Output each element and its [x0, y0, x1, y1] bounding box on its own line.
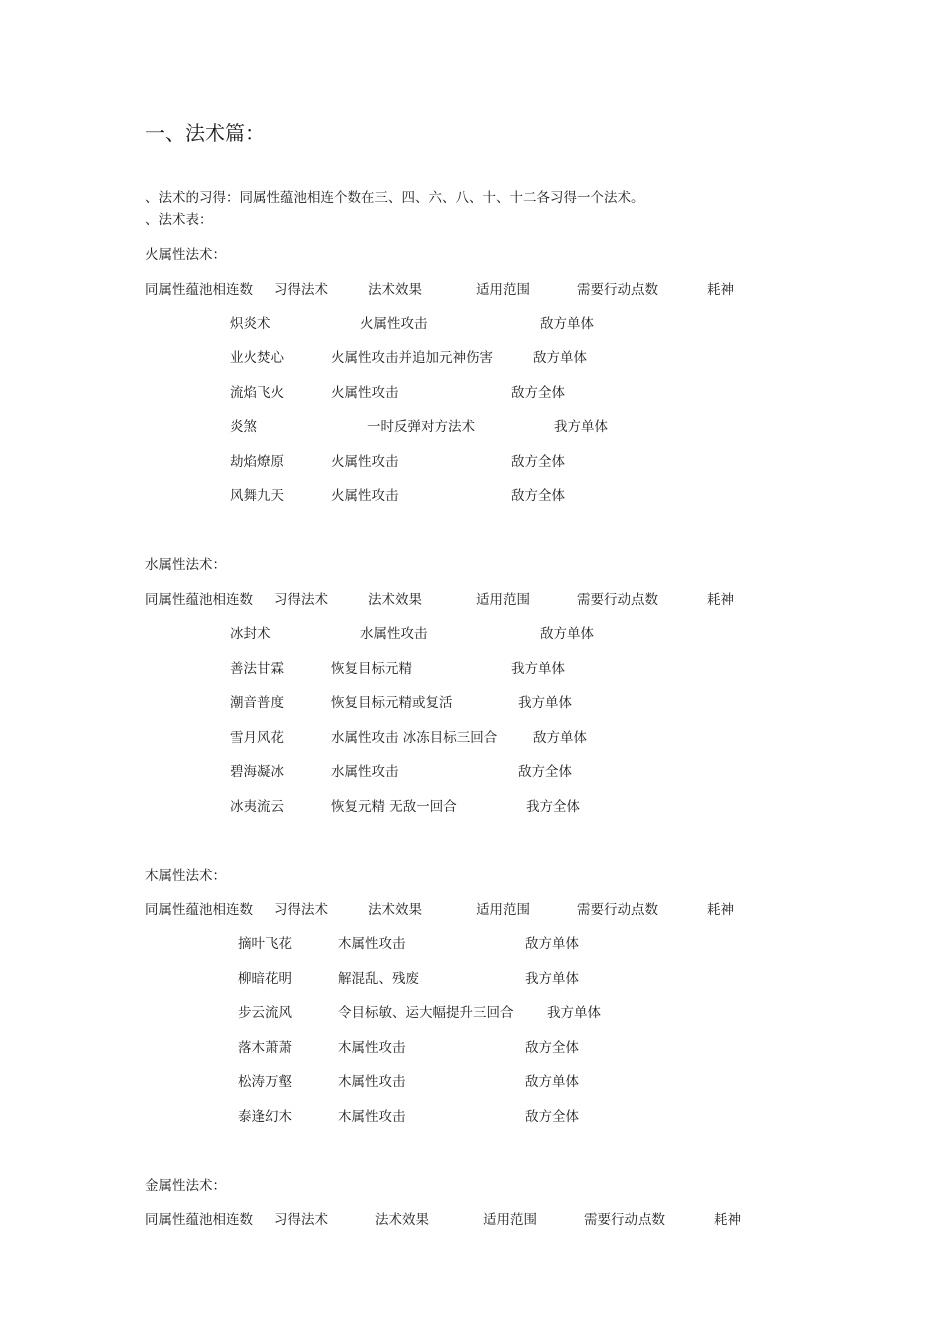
header-effect: 法术效果 — [368, 282, 422, 298]
spell-range: 敌方单体 — [525, 1074, 579, 1090]
spell-range: 敌方单体 — [533, 350, 587, 366]
spell-range: 敌方全体 — [511, 454, 565, 470]
intro-line-table: 、法术表： — [145, 212, 213, 228]
header-range: 适用范围 — [476, 592, 530, 608]
spell-range: 敌方全体 — [525, 1109, 579, 1125]
spell-range: 敌方全体 — [511, 488, 565, 504]
header-spell: 习得法术 — [274, 1212, 328, 1228]
header-effect: 法术效果 — [368, 592, 422, 608]
header-cost: 耗神 — [714, 1212, 741, 1228]
spell-effect: 火属性攻击 — [331, 385, 399, 401]
spell-name: 风舞九天 — [230, 488, 284, 504]
spell-name: 业火焚心 — [230, 350, 284, 366]
header-connect: 同属性蕴池相连数 — [145, 1212, 253, 1228]
spell-effect: 水属性攻击 — [360, 626, 428, 642]
spell-range: 我方单体 — [511, 661, 565, 677]
spell-name: 松涛万壑 — [238, 1074, 292, 1090]
spell-range: 敌方全体 — [518, 764, 572, 780]
spell-effect: 水属性攻击 — [331, 764, 399, 780]
spell-range: 我方全体 — [526, 799, 580, 815]
spell-effect: 解混乱、残废 — [338, 971, 419, 987]
header-ap: 需要行动点数 — [577, 282, 658, 298]
header-cost: 耗神 — [707, 902, 734, 918]
spell-name: 冰夷流云 — [230, 799, 284, 815]
spell-name: 炽炎术 — [230, 316, 271, 332]
spell-effect: 木属性攻击 — [338, 1109, 406, 1125]
header-connect: 同属性蕴池相连数 — [145, 282, 253, 298]
header-cost: 耗神 — [707, 592, 734, 608]
spell-name: 劫焰燎原 — [230, 454, 284, 470]
spell-range: 敌方全体 — [511, 385, 565, 401]
spell-effect: 恢复元精 无敌一回合 — [331, 799, 457, 815]
header-effect: 法术效果 — [368, 902, 422, 918]
spell-effect: 令目标敏、运大幅提升三回合 — [338, 1005, 514, 1021]
spell-name: 冰封术 — [230, 626, 271, 642]
intro-line-acquire: 、法术的习得：同属性蕴池相连个数在三、四、六、八、十、十二各习得一个法术。 — [145, 190, 645, 206]
spell-range: 我方单体 — [547, 1005, 601, 1021]
spell-effect: 火属性攻击 — [331, 454, 399, 470]
spell-effect: 木属性攻击 — [338, 936, 406, 952]
spell-effect: 一时反弹对方法术 — [367, 419, 475, 435]
spell-name: 泰逢幻木 — [238, 1109, 292, 1125]
spell-range: 敌方单体 — [533, 730, 587, 746]
spell-range: 敌方单体 — [540, 316, 594, 332]
spell-name: 柳暗花明 — [238, 971, 292, 987]
spell-name: 炎煞 — [230, 419, 257, 435]
spell-name: 善法甘霖 — [230, 661, 284, 677]
spell-name: 落木萧萧 — [238, 1040, 292, 1056]
spell-range: 敌方全体 — [525, 1040, 579, 1056]
spell-range: 我方单体 — [525, 971, 579, 987]
spell-name: 步云流风 — [238, 1005, 292, 1021]
spell-effect: 木属性攻击 — [338, 1040, 406, 1056]
header-ap: 需要行动点数 — [577, 592, 658, 608]
header-range: 适用范围 — [483, 1212, 537, 1228]
section-title-metal: 金属性法术： — [145, 1178, 226, 1194]
header-effect: 法术效果 — [375, 1212, 429, 1228]
spell-effect: 恢复目标元精或复活 — [331, 695, 453, 711]
header-range: 适用范围 — [476, 902, 530, 918]
spell-effect: 火属性攻击并追加元神伤害 — [331, 350, 493, 366]
page-title: 一、法术篇： — [145, 121, 265, 145]
spell-name: 碧海凝冰 — [230, 764, 284, 780]
spell-effect: 火属性攻击 — [331, 488, 399, 504]
spell-range: 敌方单体 — [525, 936, 579, 952]
header-cost: 耗神 — [707, 282, 734, 298]
header-spell: 习得法术 — [274, 592, 328, 608]
header-ap: 需要行动点数 — [577, 902, 658, 918]
spell-name: 摘叶飞花 — [238, 936, 292, 952]
spell-effect: 木属性攻击 — [338, 1074, 406, 1090]
spell-name: 雪月风花 — [230, 730, 284, 746]
section-title-water: 水属性法术： — [145, 557, 226, 573]
spell-name: 潮音普度 — [230, 695, 284, 711]
spell-range: 我方单体 — [554, 419, 608, 435]
header-connect: 同属性蕴池相连数 — [145, 902, 253, 918]
spell-range: 我方单体 — [518, 695, 572, 711]
section-title-fire: 火属性法术： — [145, 247, 226, 263]
header-spell: 习得法术 — [274, 282, 328, 298]
spell-effect: 火属性攻击 — [360, 316, 428, 332]
spell-effect: 恢复目标元精 — [331, 661, 412, 677]
spell-range: 敌方单体 — [540, 626, 594, 642]
spell-name: 流焰飞火 — [230, 385, 284, 401]
header-spell: 习得法术 — [274, 902, 328, 918]
header-connect: 同属性蕴池相连数 — [145, 592, 253, 608]
header-ap: 需要行动点数 — [584, 1212, 665, 1228]
header-range: 适用范围 — [476, 282, 530, 298]
section-title-wood: 木属性法术： — [145, 868, 226, 884]
spell-effect: 水属性攻击 冰冻目标三回合 — [331, 730, 498, 746]
